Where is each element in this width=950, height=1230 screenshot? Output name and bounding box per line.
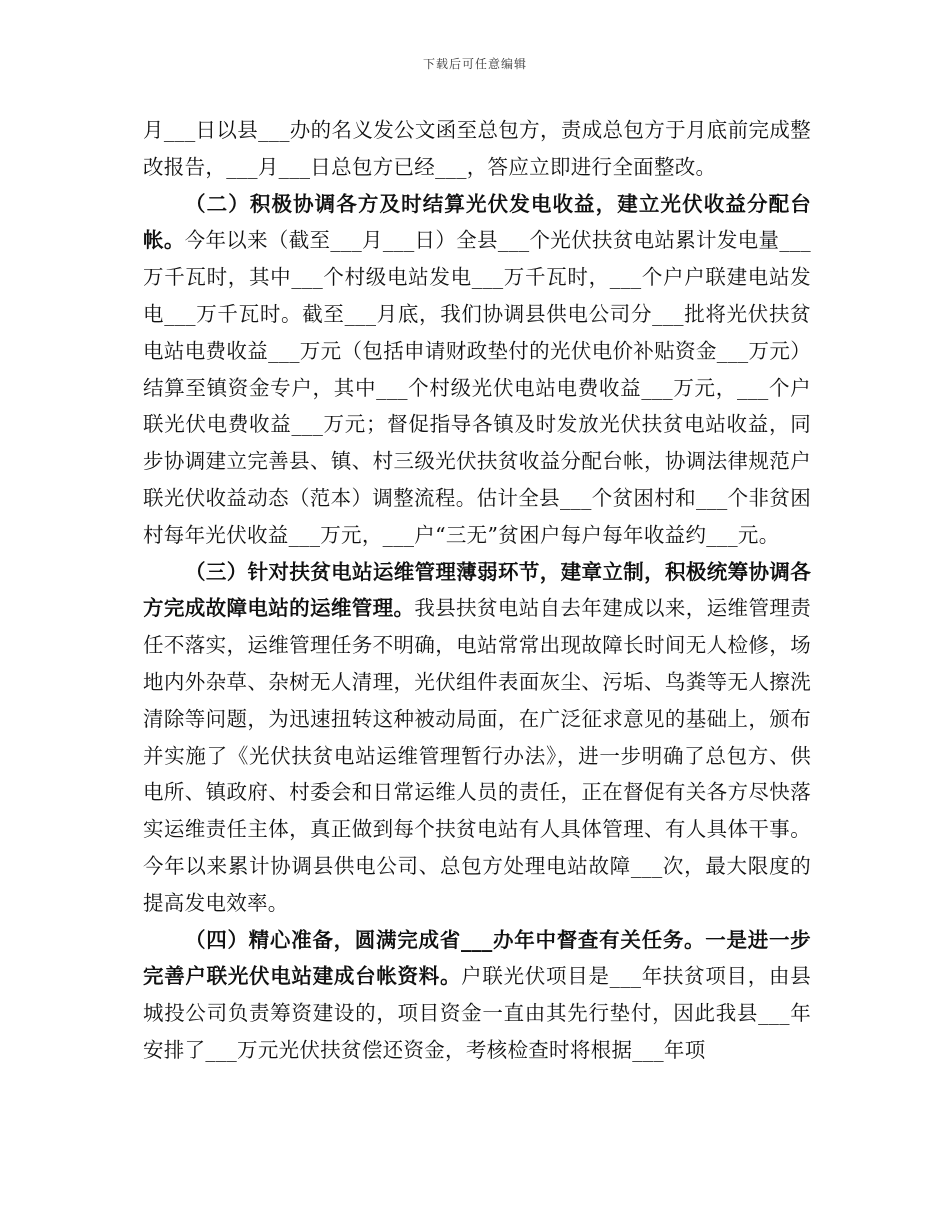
section-heading: （二）积极协调各方及时结算光伏发电收益，建立光伏收益分配台帐。 — [143, 191, 811, 253]
paragraph-text: 月___日以县___办的名义发公文函至总包方，责成总包方于月底前完成整改报告，___月___日总包方已经___，答应立即进行全面整改。 — [143, 118, 811, 179]
page-header-note: 下载后可任意编辑 — [422, 57, 527, 71]
paragraph-section-4 — [143, 922, 811, 1069]
paragraph-section-2 — [143, 186, 811, 554]
document-body — [143, 112, 811, 1069]
paragraph-section-3 — [143, 554, 811, 922]
paragraph-text: 今年以来（截至___月___日）全县___个光伏扶贫电站累计发电量___万千瓦时，其中___个村级电站发电___万千瓦时，___个户户联建电站发电___万千瓦时。截至___月底，我们协调县供电公司分___批将光伏扶贫电站电费收益___万元（包括申请财政垫付的光伏电价补贴资金___万元）结算至镇资金专户，其中___个村级光伏电站电费收益___万元，___个户联光伏电费收益___万元；督促指导各镇及时发放光伏扶贫电站收益，同步协调建立完善县、镇、村三级光伏扶贫收益分配台帐，协调法律规范户联光伏收益动态（范本）调整流程。估计全县___个贫困村和___个非贫困村每年光伏收益___万元，___户“三无”贫困户每户每年收益约___元。 — [143, 228, 811, 547]
paragraph-text: 户联光伏项目是___年扶贫项目，由县城投公司负责筹资建设的，项目资金一直由其先行垫付，因此我县___年安排了___万元光伏扶贫偿还资金，考核检查时将根据___年项 — [143, 964, 811, 1062]
paragraph-text: 我县扶贫电站自去年建成以来，运维管理责任不落实，运维管理任务不明确，电站常常出现故障长时间无人检修，场地内外杂草、杂树无人清理，光伏组件表面灰尘、污垢、鸟粪等无人擦洗清除等问题，为迅速扭转这种被动局面，在广泛征求意见的基础上，颁布并实施了《光伏扶贫电站运维管理暂行办法》，进一步明确了总包方、供电所、镇政府、村委会和日常运维人员的责任，正在督促有关各方尽快落实运维责任主体，真正做到每个扶贫电站有人具体管理、有人具体干事。今年以来累计协调县供电公司、总包方处理电站故障___次，最大限度的提高发电效率。 — [143, 596, 811, 915]
section-heading: （三）针对扶贫电站运维管理薄弱环节，建章立制，积极统筹协调各方完成故障电站的运维管理。 — [143, 559, 811, 621]
paragraph-continuation — [143, 112, 811, 186]
section-heading: （四）精心准备，圆满完成省___办年中督查有关任务。一是进一步完善户联光伏电站建成台帐资料。 — [143, 927, 811, 989]
